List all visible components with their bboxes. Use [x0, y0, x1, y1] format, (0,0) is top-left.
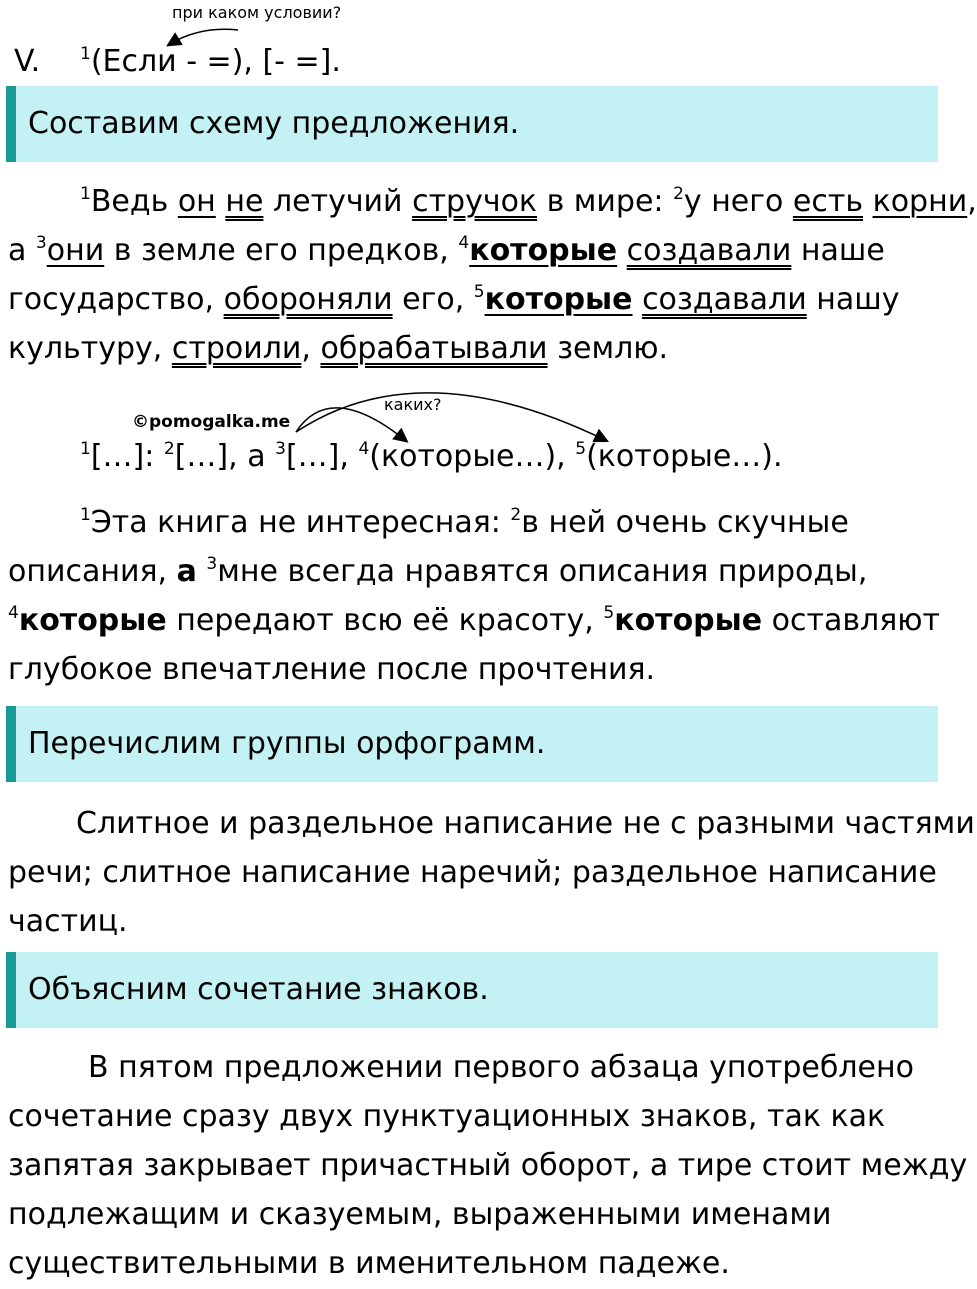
text-fragment: его,	[392, 282, 474, 317]
para3-line3: частиц.	[8, 904, 128, 939]
text-fragment: оставляют	[762, 603, 941, 638]
sentence-number: 3	[275, 439, 286, 459]
subject-word: которые	[484, 282, 633, 317]
text-fragment: мне всегда нравятся описания природы,	[217, 554, 868, 589]
para1-line1	[80, 182, 977, 222]
para4-line4: подлежащим и сказуемым, выраженными именами	[8, 1197, 832, 1232]
text-fragment: землю.	[547, 331, 669, 366]
sentence-number: 4	[8, 603, 19, 623]
predicate-word: строили	[171, 331, 302, 366]
predicate-word: создавали	[642, 282, 807, 317]
text-fragment: […]:	[90, 439, 164, 474]
banner-title: Составим схему предложения.	[28, 106, 520, 141]
sentence-number: 1	[80, 505, 91, 525]
para2-line3	[8, 601, 940, 641]
text-fragment: летучий	[263, 184, 413, 219]
text-fragment: Ведь	[90, 184, 178, 219]
text-fragment: а	[8, 233, 36, 268]
para2-line2	[8, 552, 867, 592]
para1-line3	[8, 280, 899, 320]
sentence-number: 1	[80, 44, 91, 64]
text-fragment: описания,	[8, 554, 177, 589]
para4-line5: существительными в именительном падеже.	[8, 1246, 730, 1281]
para2-line4: глубокое впечатление после прочтения.	[8, 652, 656, 687]
text-fragment: […],	[285, 439, 359, 474]
subject-word: которые	[469, 233, 618, 268]
predicate-word: стручок	[412, 184, 538, 219]
text-fragment: (которые…).	[586, 439, 783, 474]
para3-line1: Слитное и раздельное написание не с разными частями	[76, 806, 975, 841]
which-arrow-5	[296, 393, 605, 440]
scheme-top-formula: (Если - =), [- =].	[90, 44, 341, 79]
sentence-number: 4	[358, 439, 370, 459]
text-fragment: наше	[791, 233, 885, 268]
para3-line2: речи; слитное написание наречий; раздельное написание	[8, 855, 937, 890]
subject-word: корни	[872, 184, 968, 219]
text-fragment: которые	[18, 603, 167, 638]
sentence-number: 4	[458, 233, 470, 253]
sentence-number: 2	[163, 439, 175, 459]
text-fragment: […], а	[174, 439, 276, 474]
subject-word: они	[46, 233, 105, 268]
text-fragment: в ней очень скучные	[521, 505, 849, 540]
para4-line1: В пятом предложении первого абзаца употреблено	[88, 1050, 914, 1085]
banner-orthograms	[6, 706, 938, 782]
text-fragment: (которые…),	[369, 439, 576, 474]
predicate-word: не	[225, 184, 264, 219]
para2-line1	[80, 503, 849, 543]
watermark: ©pomogalka.me	[132, 412, 291, 432]
sentence-number: 5	[575, 439, 587, 459]
para1-line2	[8, 231, 885, 271]
sentence-number: 1	[80, 184, 91, 204]
scheme-top	[80, 42, 341, 82]
text-fragment: а	[176, 554, 197, 589]
banner-title: Объясним сочетание знаков.	[28, 972, 489, 1007]
text-fragment: передают всю её красоту,	[166, 603, 604, 638]
banner-punctuation	[6, 952, 938, 1028]
predicate-word: создавали	[626, 233, 792, 268]
para1-line4: культуру, строили, обрабатывали землю.	[8, 331, 669, 366]
banner-scheme	[6, 86, 938, 162]
predicate-word: есть	[792, 184, 864, 219]
text-fragment: в мире:	[537, 184, 674, 219]
which-annotation: каких?	[384, 395, 442, 414]
scheme2-formula	[80, 437, 783, 477]
sentence-number: 5	[603, 603, 615, 623]
text-fragment: у него	[683, 184, 793, 219]
sentence-number: 2	[510, 505, 522, 525]
text-fragment: государство,	[8, 282, 224, 317]
para4-line2: сочетание сразу двух пунктуационных знаков, так как	[8, 1099, 886, 1134]
condition-annotation: при каком условии?	[172, 3, 342, 22]
subject-word: он	[177, 184, 216, 219]
sentence-number: 1	[80, 439, 91, 459]
text-fragment: ,	[967, 184, 977, 219]
sentence-number: 5	[473, 282, 485, 302]
text-fragment: культуру	[8, 331, 153, 366]
banner-title: Перечислим группы орфограмм.	[28, 726, 546, 761]
text-fragment: в земле его предков,	[104, 233, 459, 268]
sentence-number: 3	[206, 554, 218, 574]
scheme-roman-numeral: V.	[14, 44, 41, 79]
sentence-number: 3	[35, 233, 47, 253]
text-fragment: нашу	[806, 282, 900, 317]
predicate-word: обороняли	[223, 282, 393, 317]
sentence-number: 2	[673, 184, 684, 204]
text-fragment: которые	[614, 603, 763, 638]
para4-line3: запятая закрывает причастный оборот, а тире стоит между	[8, 1148, 968, 1183]
predicate-word: обрабатывали	[320, 331, 548, 366]
text-fragment: Эта книга не интересная:	[90, 505, 511, 540]
